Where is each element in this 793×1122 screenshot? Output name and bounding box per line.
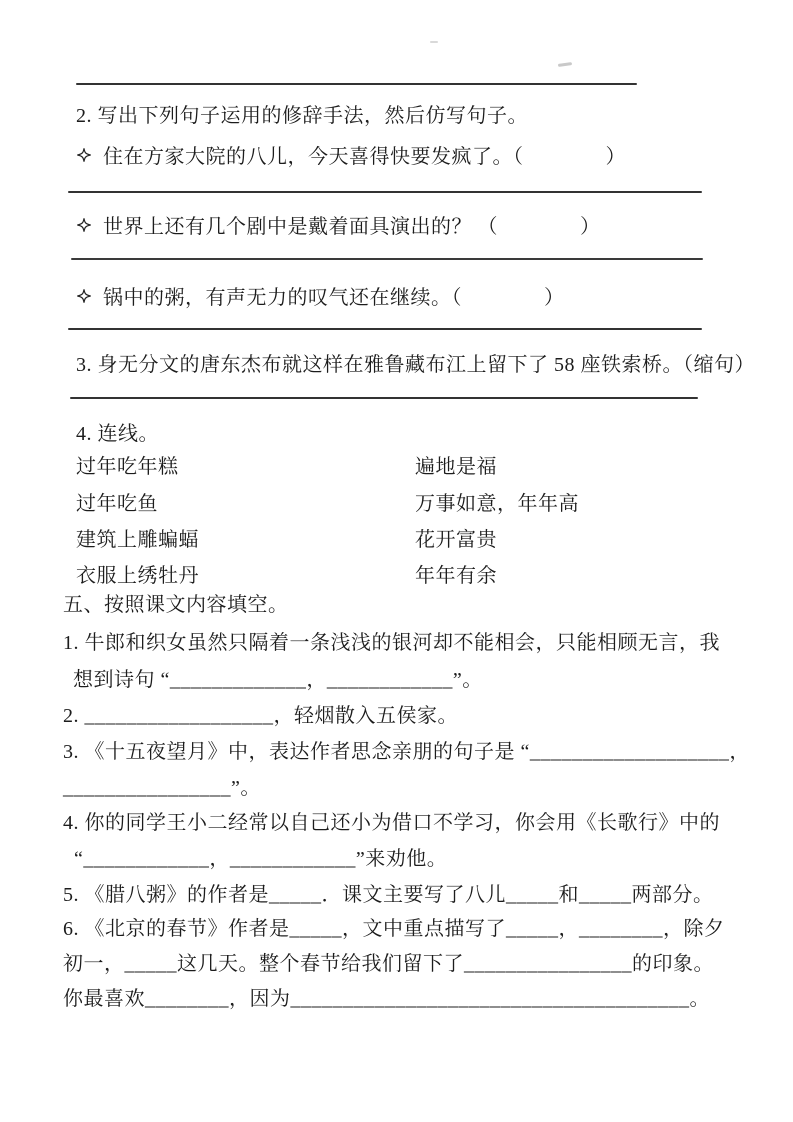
fill-q6-line2: 初一，_____这几天。整个春节给我们留下了________________的印象。 bbox=[63, 953, 714, 975]
matching-right-1: 遍地是福 bbox=[415, 456, 497, 478]
horizontal-rule bbox=[71, 258, 703, 260]
horizontal-rule bbox=[68, 191, 702, 193]
matching-left-1: 过年吃年糕 bbox=[76, 456, 179, 478]
question-2-item-1 bbox=[76, 140, 626, 169]
question-2-item-2-text: 世界上还有几个剧中是戴着面具演出的？ （ ） bbox=[103, 216, 601, 238]
scan-speck bbox=[558, 62, 572, 67]
horizontal-rule bbox=[76, 83, 637, 85]
fill-q3-line2: ________________”。 bbox=[63, 777, 261, 799]
horizontal-rule bbox=[70, 397, 698, 399]
question-2-item-1-text: 住在方家大院的八儿，今天喜得快要发疯了。（ ） bbox=[103, 146, 626, 168]
scan-speck bbox=[430, 41, 438, 43]
matching-right-3: 花开富贵 bbox=[415, 529, 497, 551]
four-pointed-star-icon bbox=[76, 288, 92, 304]
fill-q1-line1: 1. 牛郎和织女虽然只隔着一条浅浅的银河却不能相会，只能相顾无言，我 bbox=[63, 632, 720, 654]
question-4-header: 4. 连线。 bbox=[76, 423, 159, 445]
question-2-header: 2. 写出下列句子运用的修辞手法，然后仿写句子。 bbox=[76, 105, 528, 127]
fill-q4-line2: “____________，____________”来劝他。 bbox=[74, 848, 448, 870]
question-3-text: 3. 身无分文的唐东杰布就这样在雅鲁藏布江上留下了 58 座铁索桥。（缩句） bbox=[76, 354, 755, 376]
fill-q1-line2: 想到诗句 “_____________，____________”。 bbox=[73, 669, 483, 691]
fill-q4-line1: 4. 你的同学王小二经常以自己还小为借口不学习，你会用《长歌行》中的 bbox=[63, 812, 720, 834]
matching-left-2: 过年吃鱼 bbox=[76, 493, 158, 515]
horizontal-rule bbox=[68, 328, 702, 330]
fill-q6-line1: 6. 《北京的春节》作者是_____，文中重点描写了_____，________，除夕 bbox=[63, 918, 725, 940]
question-2-item-2 bbox=[76, 210, 601, 239]
matching-right-4: 年年有余 bbox=[415, 565, 497, 587]
matching-left-3: 建筑上雕蝙蝠 bbox=[76, 529, 199, 551]
fill-q5: 5. 《腊八粥》的作者是_____．课文主要写了八儿_____和_____两部分。 bbox=[63, 884, 714, 906]
matching-right-2: 万事如意，年年高 bbox=[415, 493, 579, 515]
section-5-header: 五、按照课文内容填空。 bbox=[63, 594, 289, 616]
four-pointed-star-icon bbox=[76, 217, 92, 233]
fill-q6-line3: 你最喜欢________，因为______________________________________。 bbox=[63, 988, 710, 1010]
question-2-item-3-text: 锅中的粥，有声无力的叹气还在继续。（ ） bbox=[103, 287, 565, 309]
four-pointed-star-icon bbox=[76, 147, 92, 163]
question-2-item-3 bbox=[76, 281, 565, 310]
fill-q3-line1: 3. 《十五夜望月》中，表达作者思念亲朋的句子是 “___________________， bbox=[63, 741, 750, 763]
matching-left-4: 衣服上绣牡丹 bbox=[76, 565, 199, 587]
fill-q2: 2. __________________，轻烟散入五侯家。 bbox=[63, 705, 458, 727]
